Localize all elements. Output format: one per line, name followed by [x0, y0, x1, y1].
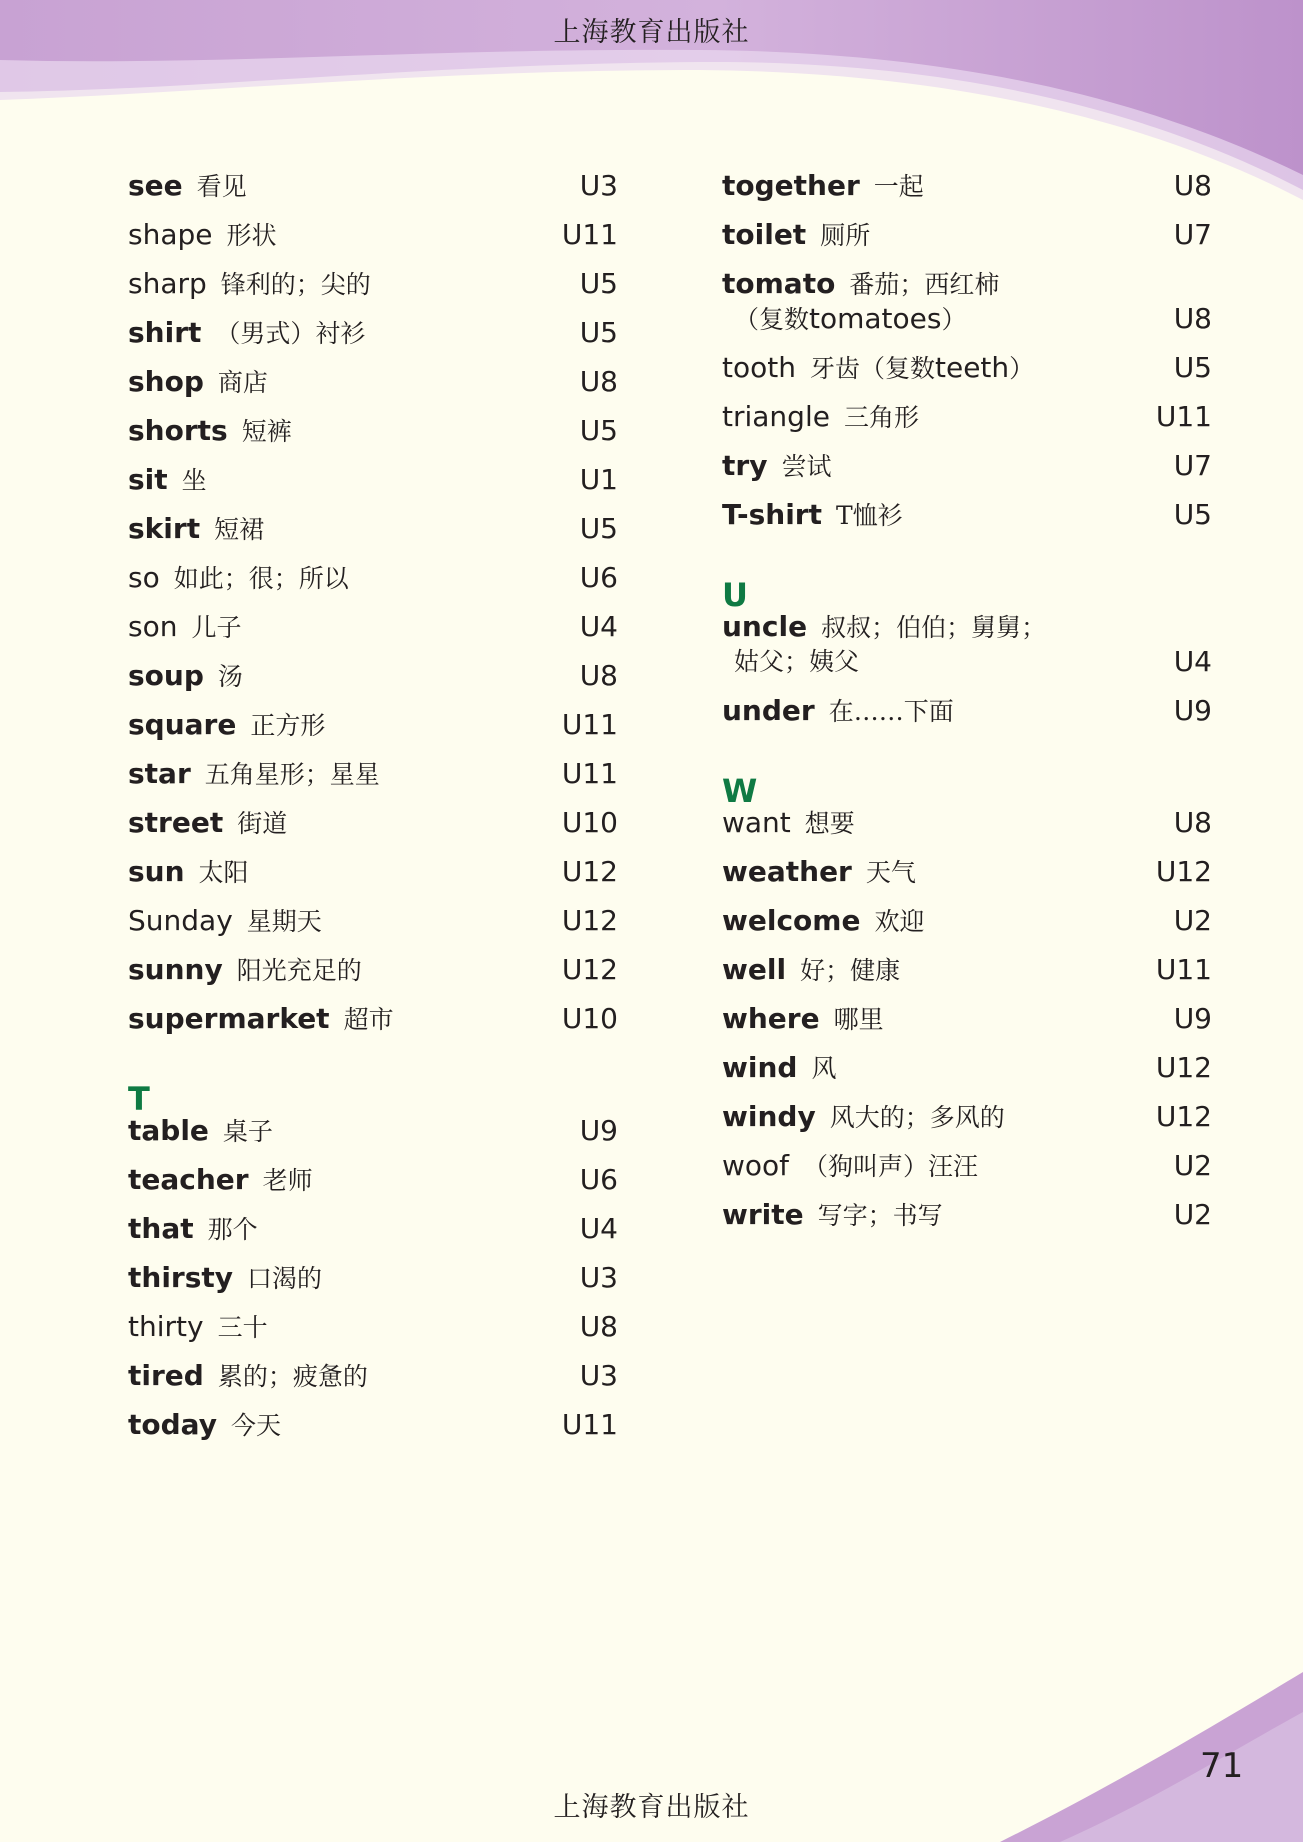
entry-word: square — [128, 708, 237, 741]
translation-text: 三角形 — [843, 403, 919, 432]
entry-text — [128, 808, 287, 839]
entry-text — [722, 1053, 836, 1084]
unit-reference: U1 — [579, 463, 618, 496]
entry-word: sun — [128, 855, 185, 888]
entry-translation — [205, 760, 380, 789]
unit-reference: U4 — [579, 610, 618, 643]
unit-reference: U11 — [561, 757, 618, 790]
translation-text: 超市 — [343, 1005, 394, 1034]
entry-word: table — [128, 1114, 209, 1147]
entry-translation — [250, 711, 325, 740]
entry-translation — [811, 1054, 836, 1083]
entry-text — [128, 171, 247, 202]
unit-reference: U2 — [1173, 1149, 1212, 1182]
glossary-entry — [128, 906, 618, 955]
unit-reference: U11 — [561, 708, 618, 741]
unit-reference: U7 — [1173, 218, 1212, 251]
glossary-entry — [722, 1004, 1212, 1053]
unit-reference: U5 — [579, 316, 618, 349]
entry-word: shorts — [128, 414, 228, 447]
entry-translation — [800, 956, 900, 985]
entry-word: sharp — [128, 267, 207, 300]
entry-word: welcome — [722, 904, 861, 937]
glossary-entry — [722, 808, 1212, 857]
translation-text: 今天 — [230, 1411, 281, 1440]
entry-translation — [218, 1313, 268, 1342]
unit-reference: U8 — [579, 659, 618, 692]
entry-text — [128, 710, 325, 741]
entry-word: shop — [128, 365, 204, 398]
entry-word: under — [722, 694, 815, 727]
entry-word: tooth — [722, 351, 796, 384]
glossary-entry — [128, 1004, 618, 1053]
glossary-entry — [722, 1053, 1212, 1102]
translation-text: 叔叔；伯伯；舅舅； — [821, 613, 1047, 642]
translation-text: 好；健康 — [800, 956, 901, 985]
entry-word: son — [128, 610, 178, 643]
entry-word: thirty — [128, 1310, 204, 1343]
unit-reference: U8 — [579, 365, 618, 398]
entry-translation — [844, 403, 919, 432]
unit-reference: U8 — [1173, 806, 1212, 839]
glossary-entry — [128, 1165, 618, 1214]
letter-heading-text: U — [722, 576, 748, 614]
entry-text — [128, 1214, 258, 1245]
entry-translation — [874, 907, 924, 936]
entry-text — [128, 1165, 313, 1196]
entry-text — [128, 1361, 368, 1392]
translation-text: 星期天 — [246, 907, 322, 936]
translation-text: 坐 — [181, 466, 207, 495]
entry-translation — [221, 270, 371, 299]
translation-text: 短裙 — [214, 515, 265, 544]
entry-text — [128, 416, 292, 447]
entry-word: woof — [722, 1149, 790, 1182]
unit-reference: U11 — [1155, 400, 1212, 433]
glossary-entry — [128, 318, 618, 367]
entry-text — [722, 955, 900, 986]
entry-word: see — [128, 169, 183, 202]
glossary-entry — [722, 269, 1212, 353]
entry-text — [128, 612, 241, 643]
translation-text: 番茄；西红柿 — [849, 270, 1000, 299]
glossary-entry — [128, 808, 618, 857]
unit-reference: U12 — [561, 904, 618, 937]
glossary-entry — [722, 353, 1212, 402]
unit-reference: U12 — [1155, 1051, 1212, 1084]
entry-translation — [803, 1152, 978, 1181]
entry-text — [128, 759, 380, 790]
translation-continued-english: tomatoes — [809, 302, 942, 335]
letter-heading — [128, 1067, 618, 1116]
entry-text — [128, 1312, 268, 1343]
entry-word: soup — [128, 659, 204, 692]
entry-word: want — [722, 806, 791, 839]
entry-text — [722, 402, 919, 433]
entry-text — [128, 269, 371, 300]
entry-translation — [214, 515, 264, 544]
glossary-entry — [128, 1361, 618, 1410]
entry-word: skirt — [128, 512, 201, 545]
entry-text — [722, 353, 1034, 384]
translation-continued-text: 姑父；姨父 — [734, 647, 860, 676]
entry-word: supermarket — [128, 1002, 330, 1035]
unit-reference: U5 — [1173, 351, 1212, 384]
unit-reference: U5 — [1173, 498, 1212, 531]
translation-text: 阳光充足的 — [236, 956, 362, 985]
entry-word: so — [128, 561, 160, 594]
translation-text: 风大的；多风的 — [829, 1103, 1005, 1132]
translation-text: 天气 — [865, 858, 916, 887]
unit-reference: U10 — [561, 806, 618, 839]
left-glossary-column — [128, 171, 618, 1459]
translation-text: 太阳 — [198, 858, 249, 887]
translation-text: 看见 — [196, 172, 247, 201]
entry-word: tomato — [722, 267, 836, 300]
glossary-entry — [128, 220, 618, 269]
unit-reference: U5 — [579, 267, 618, 300]
entry-translation — [247, 907, 322, 936]
entry-text — [722, 1102, 1005, 1133]
entry-translation — [805, 809, 855, 838]
entry-text — [722, 612, 1046, 643]
translation-text: 在……下面 — [828, 697, 954, 726]
glossary-entry — [128, 465, 618, 514]
section-spacer — [722, 549, 1212, 563]
entry-translation — [218, 368, 268, 397]
translation-continued-text: （复数 — [734, 305, 810, 334]
unit-reference: U11 — [1155, 953, 1212, 986]
entry-text — [128, 1263, 322, 1294]
publisher-header: 上海教育出版社 — [553, 17, 750, 48]
unit-reference: U3 — [579, 1359, 618, 1392]
entry-translation — [174, 564, 349, 593]
translation-text: 那个 — [207, 1215, 258, 1244]
unit-reference: U2 — [1173, 904, 1212, 937]
entry-translation — [866, 858, 916, 887]
glossary-entry — [722, 402, 1212, 451]
entry-text — [722, 500, 903, 531]
translation-text: （狗叫声）汪汪 — [803, 1152, 979, 1181]
translation-continued — [734, 304, 967, 335]
glossary-entry — [128, 1312, 618, 1361]
glossary-entry — [722, 171, 1212, 220]
entry-translation — [834, 1005, 884, 1034]
unit-reference: U9 — [579, 1114, 618, 1147]
unit-reference: U6 — [579, 1163, 618, 1196]
entry-word: T-shirt — [722, 498, 822, 531]
translation-text: 一起 — [873, 172, 924, 201]
translation-text: （男式）衬衫 — [215, 319, 366, 348]
entry-text — [722, 1004, 884, 1035]
unit-reference: U8 — [579, 1310, 618, 1343]
entry-text — [128, 563, 349, 594]
entry-word: well — [722, 953, 787, 986]
glossary-entry — [128, 563, 618, 612]
translation-text: 欢迎 — [874, 907, 925, 936]
translation-text: 商店 — [217, 368, 268, 397]
entry-translation — [836, 501, 903, 530]
entry-word: shape — [128, 218, 213, 251]
entry-text — [722, 696, 954, 727]
translation-text: 老师 — [262, 1166, 313, 1195]
translation-continued-close: ） — [941, 305, 967, 334]
glossary-entry — [722, 1200, 1212, 1249]
glossary-entry — [722, 955, 1212, 1004]
letter-heading-text: T — [128, 1080, 150, 1118]
entry-translation — [215, 319, 365, 348]
glossary-entry — [128, 955, 618, 1004]
glossary-entry — [128, 612, 618, 661]
letter-heading — [722, 759, 1212, 808]
entry-text — [128, 1116, 273, 1147]
translation-text: 尝试 — [781, 452, 832, 481]
entry-word: Sunday — [128, 904, 233, 937]
entry-text — [128, 906, 322, 937]
unit-reference: U10 — [561, 1002, 618, 1035]
entry-translation — [247, 1264, 322, 1293]
unit-reference: U9 — [1173, 694, 1212, 727]
entry-translation — [874, 172, 924, 201]
glossary-entry — [128, 1116, 618, 1165]
glossary-entry — [128, 661, 618, 710]
unit-reference: U11 — [561, 218, 618, 251]
entry-word: shirt — [128, 316, 202, 349]
entry-word: wind — [722, 1051, 798, 1084]
entry-translation — [199, 858, 249, 887]
entry-translation — [231, 1411, 281, 1440]
entry-translation — [218, 1362, 368, 1391]
glossary-entry — [128, 710, 618, 759]
entry-word: where — [722, 1002, 820, 1035]
glossary-entry — [128, 269, 618, 318]
glossary-entry — [722, 451, 1212, 500]
letter-heading — [722, 563, 1212, 612]
entry-text — [128, 1410, 281, 1441]
entry-word: that — [128, 1212, 194, 1245]
entry-text — [128, 514, 264, 545]
entry-translation — [242, 417, 292, 446]
entry-text — [128, 465, 207, 496]
entry-text — [128, 367, 268, 398]
translation-text: 牙齿（复数 — [809, 354, 935, 383]
unit-reference: U12 — [561, 953, 618, 986]
unit-reference: U3 — [579, 169, 618, 202]
entry-word: toilet — [722, 218, 807, 251]
glossary-entry — [722, 612, 1212, 696]
unit-reference: U2 — [1173, 1198, 1212, 1231]
publisher-footer: 上海教育出版社 — [553, 1792, 750, 1823]
entry-translation — [197, 172, 247, 201]
glossary-entry — [128, 367, 618, 416]
entry-text — [722, 220, 870, 251]
unit-reference: U8 — [1173, 302, 1212, 335]
section-spacer — [722, 745, 1212, 759]
glossary-entry — [128, 1214, 618, 1263]
unit-reference: U4 — [1173, 645, 1212, 678]
entry-text — [128, 318, 365, 349]
entry-text — [722, 171, 924, 202]
translation-text: 街道 — [237, 809, 288, 838]
section-spacer — [128, 1053, 618, 1067]
entry-text — [722, 1151, 978, 1182]
entry-translation — [263, 1166, 313, 1195]
entry-translation — [781, 452, 831, 481]
entry-text — [128, 955, 362, 986]
unit-reference: U8 — [1173, 169, 1212, 202]
glossary-entry — [128, 1410, 618, 1459]
translation-text: 写字；书写 — [817, 1201, 943, 1230]
entry-word: uncle — [722, 610, 808, 643]
glossary-entry — [128, 759, 618, 808]
unit-reference: U12 — [1155, 855, 1212, 888]
unit-reference: U9 — [1173, 1002, 1212, 1035]
glossary-entry — [722, 500, 1212, 549]
entry-translation — [344, 1005, 394, 1034]
entry-translation — [809, 351, 1035, 384]
entry-word: write — [722, 1198, 804, 1231]
entry-text — [722, 269, 999, 300]
unit-reference: U5 — [579, 512, 618, 545]
translation-text: 锋利的；尖的 — [220, 270, 371, 299]
entry-translation — [829, 697, 954, 726]
entry-translation — [227, 221, 277, 250]
translation-english: teeth — [934, 351, 1010, 384]
translation-text: 正方形 — [250, 711, 326, 740]
entry-text — [128, 1004, 394, 1035]
letter-heading-text: W — [722, 772, 758, 810]
translation-text: 如此；很；所以 — [173, 564, 349, 593]
unit-reference: U7 — [1173, 449, 1212, 482]
translation-text: 汤 — [217, 662, 243, 691]
right-glossary-column — [722, 171, 1212, 1249]
translation-text: 三十 — [217, 1313, 268, 1342]
entry-text — [722, 906, 924, 937]
entry-text — [128, 220, 277, 251]
entry-translation — [830, 1103, 1005, 1132]
unit-reference: U11 — [561, 1408, 618, 1441]
glossary-entry — [128, 514, 618, 563]
translation-text: 桌子 — [222, 1117, 273, 1146]
glossary-entry — [722, 696, 1212, 745]
translation-text: 形状 — [226, 221, 277, 250]
entry-translation — [821, 613, 1046, 642]
entry-translation — [820, 221, 870, 250]
entry-translation — [182, 466, 207, 495]
entry-translation — [818, 1201, 943, 1230]
glossary-entry — [722, 1102, 1212, 1151]
translation-text: 儿子 — [191, 613, 242, 642]
translation-text: 厕所 — [820, 221, 871, 250]
page-number: 71 — [1200, 1746, 1244, 1786]
entry-word: weather — [722, 855, 852, 888]
entry-word: tired — [128, 1359, 204, 1392]
unit-reference: U5 — [579, 414, 618, 447]
unit-reference: U4 — [579, 1212, 618, 1245]
translation-text: T恤衫 — [836, 501, 903, 530]
entry-translation — [223, 1117, 273, 1146]
entry-word: windy — [722, 1100, 816, 1133]
translation-text: 累的；疲惫的 — [217, 1362, 368, 1391]
translation-continued — [734, 647, 859, 677]
entry-word: try — [722, 449, 768, 482]
translation-text: 风 — [811, 1054, 837, 1083]
glossary-entry — [722, 857, 1212, 906]
entry-translation — [849, 270, 999, 299]
entry-word: street — [128, 806, 224, 839]
entry-word: together — [722, 169, 860, 202]
entry-text — [128, 857, 249, 888]
entry-translation — [237, 809, 287, 838]
translation-text: 口渴的 — [247, 1264, 323, 1293]
entry-word: sunny — [128, 953, 223, 986]
entry-word: today — [128, 1408, 217, 1441]
translation-text: 想要 — [804, 809, 855, 838]
entry-word: teacher — [128, 1163, 249, 1196]
translation-text: 短裤 — [241, 417, 292, 446]
glossary-entry — [722, 1151, 1212, 1200]
entry-word: triangle — [722, 400, 830, 433]
glossary-entry — [128, 416, 618, 465]
entry-word: thirsty — [128, 1261, 234, 1294]
glossary-entry — [128, 1263, 618, 1312]
entry-translation — [237, 956, 362, 985]
translation-text: 哪里 — [833, 1005, 884, 1034]
unit-reference: U6 — [579, 561, 618, 594]
unit-reference: U12 — [561, 855, 618, 888]
entry-word: star — [128, 757, 191, 790]
glossary-entry — [128, 171, 618, 220]
entry-text — [722, 857, 916, 888]
entry-text — [722, 1200, 943, 1231]
entry-translation — [191, 613, 241, 642]
entry-text — [722, 808, 855, 839]
unit-reference: U12 — [1155, 1100, 1212, 1133]
entry-translation — [208, 1215, 258, 1244]
glossary-entry — [128, 857, 618, 906]
translation-text: 五角星形；星星 — [204, 760, 380, 789]
unit-reference: U3 — [579, 1261, 618, 1294]
entry-text — [722, 451, 831, 482]
entry-translation — [218, 662, 243, 691]
glossary-entry — [722, 906, 1212, 955]
entry-text — [128, 661, 243, 692]
entry-word: sit — [128, 463, 168, 496]
translation-close: ） — [1009, 354, 1035, 383]
glossary-entry — [722, 220, 1212, 269]
